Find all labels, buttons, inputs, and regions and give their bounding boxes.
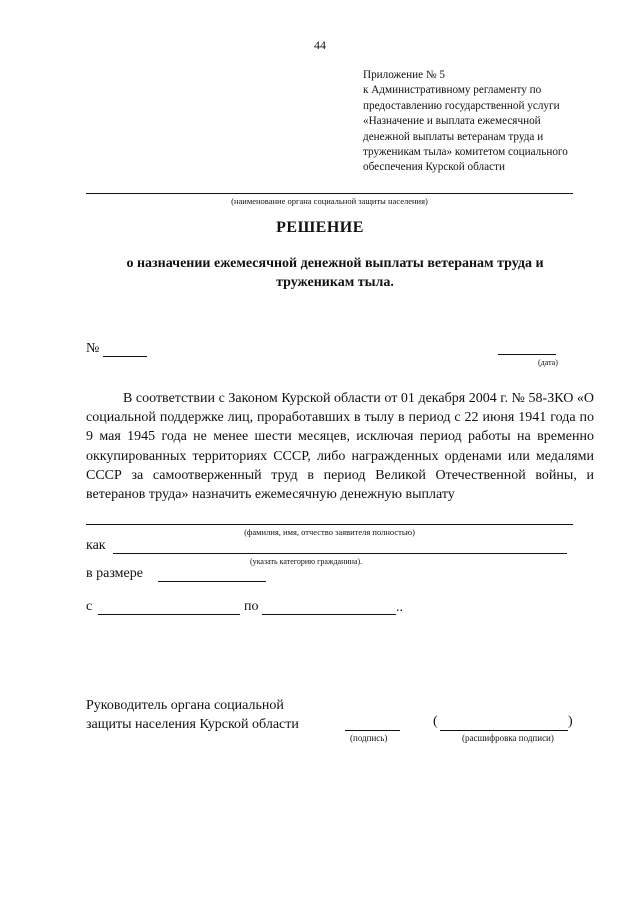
decode-line	[440, 730, 568, 731]
authority-caption: (наименование органа социальной защиты населения)	[231, 196, 428, 206]
document-title: РЕШЕНИЕ	[276, 219, 364, 236]
to-label: по	[244, 599, 259, 614]
appendix-line: предоставлению государственной услуги	[363, 99, 560, 112]
to-suffix: ..	[396, 600, 403, 615]
signatory-title	[86, 696, 299, 734]
date-line	[498, 354, 556, 355]
appendix-line: обеспечения Курской области	[363, 161, 505, 174]
number-label: №	[86, 341, 100, 356]
signatory-line: защиты населения Курской области	[86, 717, 299, 732]
subtitle-line: труженикам тыла.	[276, 275, 394, 290]
category-line	[113, 553, 567, 554]
amount-label: в размере	[86, 566, 143, 581]
sign-caption: (подпись)	[350, 733, 388, 743]
decode-open-paren: (	[433, 714, 438, 729]
page-number: 44	[314, 38, 326, 52]
appendix-line: труженикам тыла» комитетом социального	[363, 146, 568, 159]
from-label: с	[86, 599, 93, 614]
applicant-caption: (фамилия, имя, отчество заявителя полностью)	[244, 527, 415, 537]
decode-caption: (расшифровка подписи)	[462, 733, 554, 743]
applicant-line	[86, 524, 573, 525]
appendix-block	[363, 68, 603, 176]
category-caption: (указать категорию гражданина).	[250, 557, 363, 566]
subtitle-line: о назначении ежемесячной денежной выплаты ветеранам труда и	[126, 256, 544, 271]
authority-line	[86, 193, 573, 194]
number-line	[103, 356, 147, 357]
appendix-line: Приложение № 5	[363, 69, 445, 81]
appendix-line: денежной выплаты ветеранам труда и	[363, 130, 544, 143]
decode-close-paren: )	[568, 714, 573, 729]
from-line	[98, 614, 240, 615]
sign-line	[345, 730, 400, 731]
as-label: как	[86, 538, 106, 553]
signatory-line: Руководитель органа социальной	[86, 698, 284, 713]
to-line	[262, 614, 396, 615]
appendix-line: «Назначение и выплата ежемесячной	[363, 115, 541, 128]
body-paragraph: В соответствии с Законом Курской области от 01 декабря 2004 г. № 58-ЗКО «О социальной поддержке лиц, проработавших в тылу в период с 22 июня 1941 года по 9 мая 1945 года не менее шести месяцев, исключая период работы на временно оккупированных территориях СССР, либо награжденных орденами или медалями СССР за самоотверженный труд в период Великой Отечественной войны, и ветеранов труда» назначить ежемесячную денежную выплату	[86, 391, 594, 503]
document-subtitle	[100, 254, 570, 292]
appendix-line: к Административному регламенту по	[363, 84, 542, 97]
amount-line	[158, 581, 266, 582]
date-caption: (дата)	[538, 358, 558, 367]
